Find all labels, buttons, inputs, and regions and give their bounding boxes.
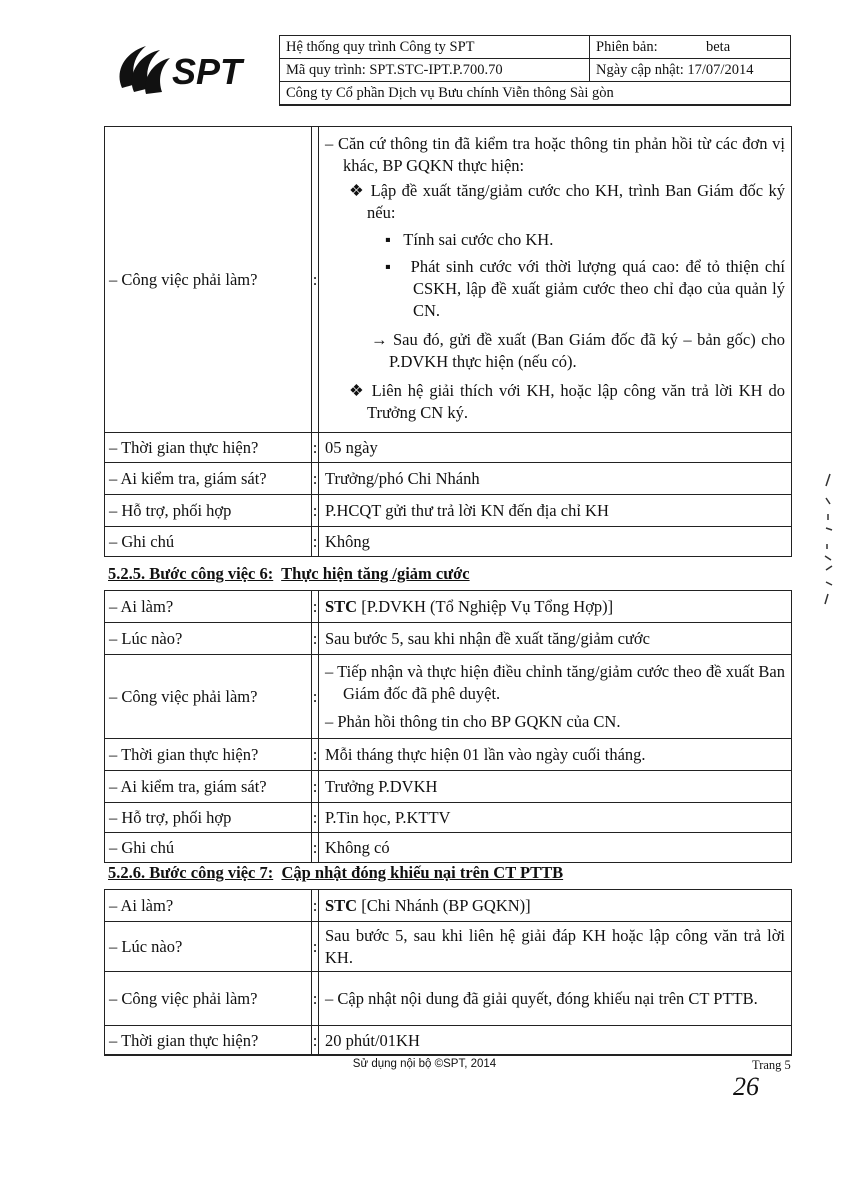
work-arrow-note: Sau đó, gửi đề xuất (Ban Giám đốc đã ký – bản gốc) cho P.DVKH thực hiện (nếu có). [389,330,785,371]
row-label: – Thời gian thực hiện? [105,1026,312,1056]
row-value: Sau bước 5, sau khi liên hệ giải đáp KH hoặc lập công văn trả lời KH. [319,922,792,972]
document-header [279,35,791,106]
work-intro: – Căn cứ thông tin đã kiểm tra hoặc thông tin phản hồi từ các đơn vị khác, BP GQKN thực hiện: [325,134,785,175]
table-row [105,739,792,771]
row-colon: : [312,527,319,557]
company-name: Công ty Cổ phần Dịch vụ Bưu chính Viễn thông Sài gòn [280,82,791,106]
process-code: Mã quy trình: SPT.STC-IPT.P.700.70 [280,59,590,82]
row-value: Trưởng/phó Chi Nhánh [319,463,792,495]
row-label: – Ai kiểm tra, giám sát? [105,463,312,495]
row-value: STC [P.DVKH (Tổ Nghiệp Vụ Tổng Hợp)] [319,591,792,623]
table-row [105,833,792,863]
row-colon: : [312,771,319,803]
row-label: – Ai làm? [105,890,312,922]
step6-table [104,590,792,863]
row-colon: : [312,739,319,771]
row-value: P.HCQT gửi thư trả lời KN đến địa chỉ KH [319,495,792,527]
section-heading-step6: 5.2.5. Bước công việc 6: Thực hiện tăng /giảm cước [108,564,470,583]
row-value: Trưởng P.DVKH [319,771,792,803]
row-colon: : [312,655,319,739]
work-item: Liên hệ giải thích với KH, hoặc lập công văn trả lời KH do Trưởng CN ký. [367,381,785,422]
work-content [319,127,792,433]
row-label: – Thời gian thực hiện? [105,739,312,771]
row-label: – Công việc phải làm? [105,127,312,433]
table-row [105,433,792,463]
diamond-bullet-icon: ❖ [349,181,371,200]
table-row [105,495,792,527]
diamond-bullet-icon: ❖ [349,381,372,400]
step5-table [104,126,792,557]
table-row [105,463,792,495]
handwritten-page-number: 26 [733,1072,759,1101]
footer-divider [104,1054,792,1055]
row-label: – Ghi chú [105,833,312,863]
row-value: 20 phút/01KH [319,1026,792,1056]
row-colon: : [312,922,319,972]
row-label: – Công việc phải làm? [105,972,312,1026]
row-colon: : [312,803,319,833]
row-value: Mỗi tháng thực hiện 01 lần vào ngày cuối tháng. [319,739,792,771]
row-colon: : [312,433,319,463]
row-value: – Tiếp nhận và thực hiện điều chỉnh tăng/giảm cước theo đề xuất Ban Giám đốc đã phê duyệt. – Phản hồi thông tin cho BP GQKN của CN. [319,655,792,739]
table-row [105,890,792,922]
row-colon: : [312,623,319,655]
update-date: Ngày cập nhật: 17/07/2014 [590,59,791,82]
row-colon: : [312,127,319,433]
spt-logo [112,40,270,100]
row-label: – Thời gian thực hiện? [105,433,312,463]
row-value: – Cập nhật nội dung đã giải quyết, đóng khiếu nại trên CT PTTB. [319,972,792,1026]
row-colon: : [312,1026,319,1056]
arrow-icon: → [371,330,393,349]
row-colon: : [312,972,319,1026]
row-label: – Hỗ trợ, phối hợp [105,803,312,833]
row-label: – Hỗ trợ, phối hợp [105,495,312,527]
table-row [105,623,792,655]
table-row [105,591,792,623]
row-value: Sau bước 5, sau khi nhận đề xuất tăng/giảm cước [319,623,792,655]
work-item: Lập đề xuất tăng/giảm cước cho KH, trình Ban Giám đốc ký nếu: [367,181,785,222]
table-row [105,972,792,1026]
page-number: Trang 5 [752,1058,791,1072]
row-label: – Ai kiểm tra, giám sát? [105,771,312,803]
row-colon: : [312,463,319,495]
row-value: P.Tin học, P.KTTV [319,803,792,833]
table-row [105,127,792,433]
table-row [105,655,792,739]
work-subitem: Tính sai cước cho KH. [403,230,554,249]
row-label: – Ghi chú [105,527,312,557]
row-colon: : [312,833,319,863]
table-row [105,803,792,833]
footer-note: Sử dụng nội bộ ©SPT, 2014 [352,1058,497,1070]
work-subitem: Phát sinh cước với thời lượng quá cao: để tỏ thiện chí CSKH, lập đề xuất giảm cước theo chỉ đạo của quản lý CN. [410,257,785,320]
row-colon: : [312,890,319,922]
section-heading-step7: 5.2.6. Bước công việc 7: Cập nhật đóng khiếu nại trên CT PTTB [108,863,564,882]
row-label: – Công việc phải làm? [105,655,312,739]
square-bullet-icon: ▪ [385,230,404,249]
row-value: Không [319,527,792,557]
row-value: Không có [319,833,792,863]
table-row [105,1026,792,1056]
step7-table [104,889,792,1056]
row-label: – Lúc nào? [105,623,312,655]
table-row [105,527,792,557]
row-value: STC [Chi Nhánh (BP GQKN)] [319,890,792,922]
version-label: Phiên bản: [596,38,658,55]
margin-stamp-marks [812,470,842,610]
table-row [105,771,792,803]
system-name: Hệ thống quy trình Công ty SPT [280,36,590,59]
row-colon: : [312,495,319,527]
row-colon: : [312,591,319,623]
row-label: – Lúc nào? [105,922,312,972]
row-label: – Ai làm? [105,591,312,623]
table-row [105,922,792,972]
square-bullet-icon: ▪ [385,257,411,276]
row-value: 05 ngày [319,433,792,463]
version-value: beta [706,38,731,55]
svg-text:SPT: SPT [172,51,243,92]
